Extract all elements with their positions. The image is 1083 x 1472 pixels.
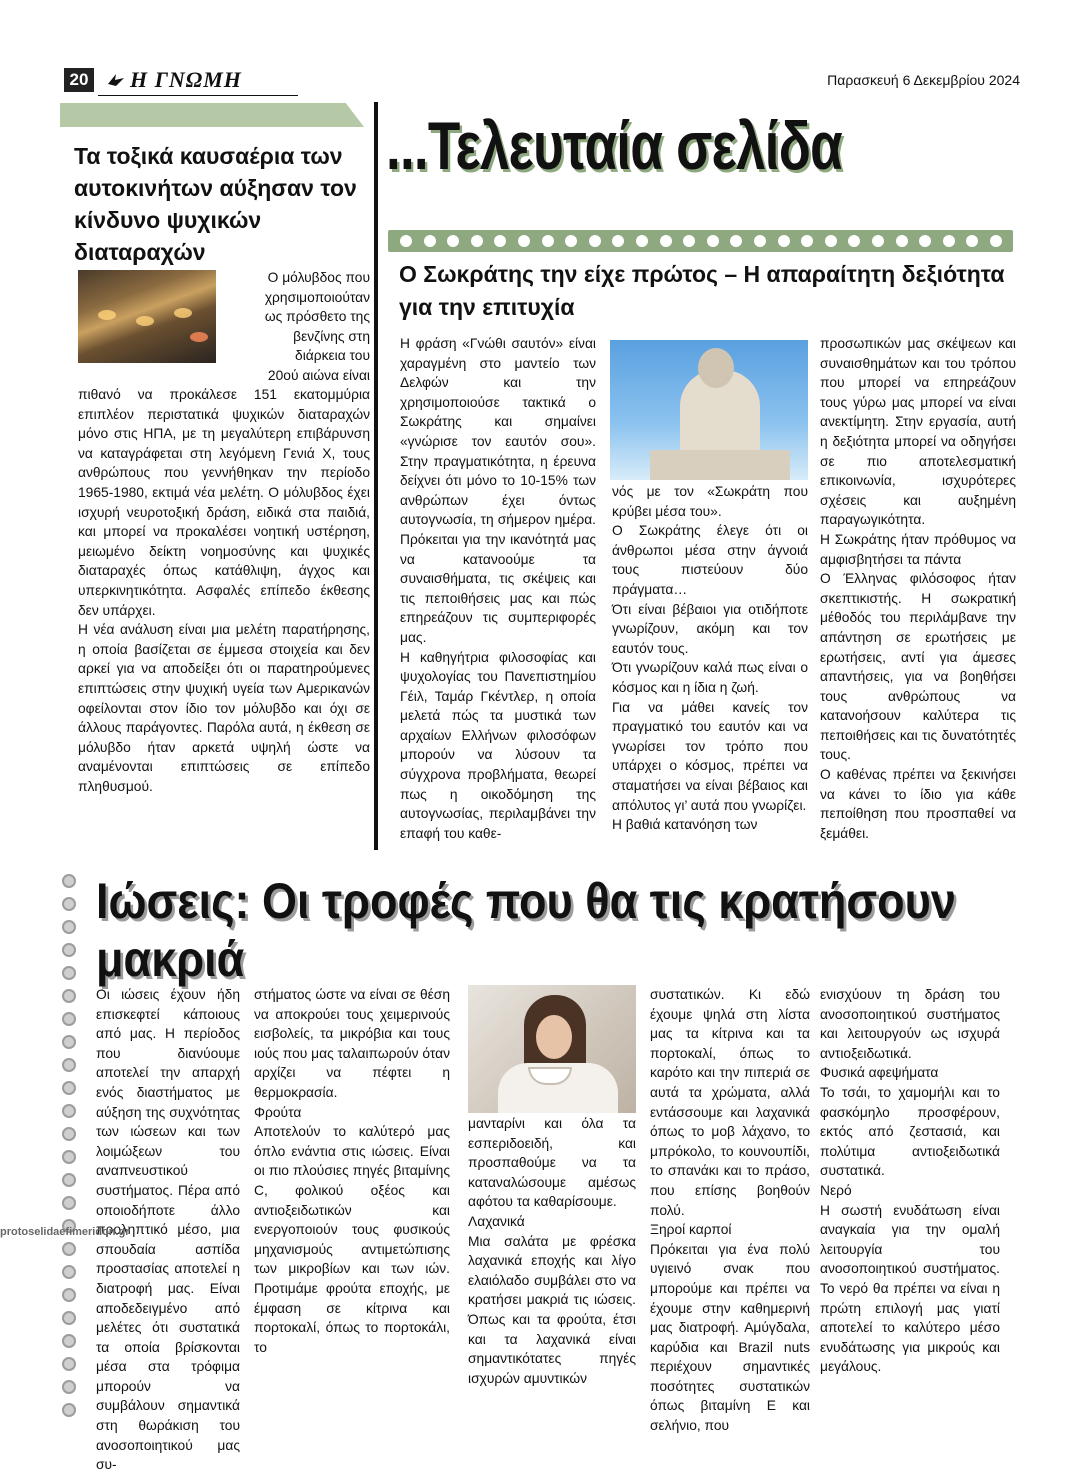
paragraph: Η σωστή ενυδάτωση είναι αναγκαία για την ομαλή λειτουργία του ανοσοποιητικού συστήματος. Το νερό θα πρέπει να είναι η πρώτη επιλογή μας γιατί αποτελεί το καλύτερο μέσο ενυδάτωσης για μικρούς και μεγάλους. — [820, 1202, 1000, 1375]
bar-dot — [660, 235, 672, 247]
bird-logo-icon — [106, 70, 126, 90]
chain-link — [62, 1196, 76, 1210]
bar-dot — [919, 235, 931, 247]
paragraph: Η βαθιά κατανόηση των — [612, 817, 758, 833]
bar-dot — [848, 235, 860, 247]
bar-dot — [447, 235, 459, 247]
bottom-article-col2 — [254, 985, 450, 1357]
bar-dot — [471, 235, 483, 247]
paragraph: Για να μάθει κανείς τον πραγματικό του εαυτόν και να γνωρίσει τον τρόπο που υπάρχει ο κόσμος, πρέπει να σταματήσει να είναι βέβαιος και απόλυτος γι’ αυτά που γνωρίζει. — [612, 699, 808, 813]
chain-link — [62, 897, 76, 911]
chain-link — [62, 1173, 76, 1187]
chain-link — [62, 1380, 76, 1394]
left-article-title: Τα τοξικά καυσαέρια των αυτοκινήτων αύξησαν τον κίνδυνο ψυχικών διαταραχών — [74, 143, 357, 265]
bar-dot — [589, 235, 601, 247]
paragraph: Ότι γνωρίζουν καλά πως είναι ο κόσμος και η ίδια η ζωή. — [612, 660, 808, 695]
page-header — [60, 64, 1020, 98]
paragraph: Η νέα ανάλυση είναι μια μελέτη παρατήρησης, η οποία βασίζεται σε έμμεσα στοιχεία και δεν αρκεί για να αποδείξει ότι οι παρατηρούμενες επιπτώσεις στην ψυχική υγεία των Αμερικανών οφείλονται στον ίδιο τον μόλυβδο και όχι σε άλλους παράγοντες. Παρόλα αυτά, η έκθεση σε μόλυβδο ήταν αρκετά υψηλή ώστε να αναμένονται επιπτώσεις σε επίπεδο πληθυσμού. — [78, 622, 370, 794]
chain-link — [62, 1081, 76, 1095]
side-chain-decoration — [62, 874, 76, 1434]
chain-link — [62, 1127, 76, 1141]
paragraph: Ο Σωκράτης έλεγε ότι οι άνθρωποι μέσα στην άγνοιά τους πιστεύουν δύο πράγματα… — [612, 523, 808, 597]
intro-line: διάρκεια του — [295, 348, 370, 364]
paragraph: στήματος ώστε να είναι σε θέση να αποκρούει τους χειμερινούς εισβολείς, τα μικρόβια και τους ιούς που μας ταλαιπωρούν όταν αρχίζει να πέφτει η θερμοκρασία. — [254, 987, 451, 1100]
bar-dot — [801, 235, 813, 247]
chain-link — [62, 1058, 76, 1072]
intro-line: ως πρόσθετο της — [264, 309, 370, 325]
bar-dot — [518, 235, 530, 247]
paragraph: Ο καθένας πρέπει να ξεκινήσει να κάνει το ίδιο για κάθε πεποίθηση που προσπαθεί να ξεμάθει. — [820, 767, 1016, 841]
bar-dot — [825, 235, 837, 247]
intro-line: χρησιμοποιούταν — [264, 289, 370, 305]
bar-dot — [494, 235, 506, 247]
bar-dot — [636, 235, 648, 247]
bar-dot — [754, 235, 766, 247]
chain-link — [62, 1150, 76, 1164]
chain-link — [62, 1265, 76, 1279]
subheading: Νερό — [820, 1182, 852, 1198]
issue-date: Παρασκευή 6 Δεκεμβρίου 2024 — [827, 72, 1020, 88]
chain-link — [62, 989, 76, 1003]
bottom-article-title: Ιώσεις: Οι τροφές που θα τις κρατήσουν μακριά — [96, 873, 956, 987]
bar-dot — [542, 235, 554, 247]
bar-dot — [990, 235, 1002, 247]
bar-dot — [707, 235, 719, 247]
intro-line: Ο μόλυβδος που — [267, 270, 370, 285]
right-article-col2 — [612, 482, 808, 835]
logo-underline — [98, 95, 298, 96]
chain-link — [62, 920, 76, 934]
chain-link — [62, 943, 76, 957]
paragraph: μανταρίνι και όλα τα εσπεριδοειδή, και προσπαθούμε να τα καταναλώσουμε αμέσως αφότου τα καθαρίσουμε. — [468, 1116, 636, 1210]
chain-link — [62, 1357, 76, 1371]
bar-dot — [872, 235, 884, 247]
section-title: ...Τελευταία σελίδα — [386, 108, 842, 184]
bar-dot — [400, 235, 412, 247]
bar-dot — [612, 235, 624, 247]
paragraph: προσωπικών μας σκέψεων και συναισθημάτων και του τρόπου που μπορεί να επηρεάζουν τους γύρω μας μπορεί να είναι ανεκτίμητη. Στην εργασία, αυτή η δεξιότητα μπορεί να οδηγήσει σε πιο αποτελεσματική επικοινωνία, ισχυρότερες σχέσεις και αυξημένη παραγωγικότητα. — [820, 336, 1016, 528]
chain-link — [62, 874, 76, 888]
bottom-article-col4 — [650, 985, 810, 1436]
subheading: Λαχανικά — [468, 1213, 525, 1229]
page-number: 20 — [64, 68, 94, 92]
chain-link — [62, 1288, 76, 1302]
paragraph: Ότι είναι βέβαιοι για οτιδήποτε γνωρίζουν, ακόμη και τον εαυτόν τους. — [612, 601, 808, 656]
bottom-article-col5 — [820, 985, 1000, 1377]
bar-dot — [778, 235, 790, 247]
bar-dot — [424, 235, 436, 247]
traffic-photo — [78, 270, 216, 363]
bar-dot — [966, 235, 978, 247]
newspaper-logo: Η ΓΝΩΜΗ — [130, 67, 242, 92]
bar-dot — [943, 235, 955, 247]
paragraph: Μια σαλάτα με φρέσκα λαχανικά εποχής και λίγο ελαιόλαδο συμβάλει στο να κρατήσει μακριά τις ιώσεις. Όπως και τα φρούτα, έτσι και τα λαχανικά είναι σημαντικότατες πηγές ισχυρών αμυντικών — [468, 1233, 636, 1386]
intro-line: βενζίνης στη — [293, 328, 370, 344]
watermark: protoselidaefimeridon.gr — [0, 1226, 130, 1238]
subheading: Φυσικά αφεψήματα — [820, 1065, 939, 1081]
paragraph: ενισχύουν τη δράση του ανοσοποιητικού συστήματος και λειτουργούν ως ισχυρά αντιοξειδωτικά. — [820, 987, 1000, 1061]
paragraph: πιθανό να προκάλεσε 151 εκατομμύρια επιπλέον περιστατικά ψυχικών διαταραχών μόνο στις ΗΠΑ, με τη μεγαλύτερη επιβάρυνση να καταγράφεται στη λεγόμενη Γενιά Χ, τους ανθρώπους που γεννήθηκαν την περίοδο 1965-1980, εκτιμά νέα μελέτη. Ο μόλυβδος έχει ισχυρή νευροτοξική δράση, ειδικά στα παιδιά, και μπορεί να προκαλέσει νοητική υστέρηση, μειωμένο δείκτη νοημοσύνης και ψυχικές διαταραχές όπως κατάθλιψη, άγχος και υπερκινητικότητα. Ασφαλές επίπεδο έκθεσης δεν υπάρχει. — [78, 387, 370, 618]
chain-link — [62, 966, 76, 980]
chain-link — [62, 1311, 76, 1325]
bar-dot — [730, 235, 742, 247]
subheading: Φρούτα — [254, 1104, 302, 1120]
bar-dot — [565, 235, 577, 247]
right-article-col3 — [820, 334, 1016, 843]
left-article-intro — [224, 268, 370, 386]
dot-bar — [388, 230, 1013, 252]
bar-dot — [683, 235, 695, 247]
intro-line: 20ού αιώνα είναι — [267, 367, 370, 383]
right-article-col1 — [400, 334, 596, 843]
paragraph: νός με τον «Σωκράτη που κρύβει μέσα του». — [612, 484, 808, 519]
column-divider — [374, 102, 378, 850]
left-green-strip — [60, 103, 364, 127]
paragraph: Ο Έλληνας φιλόσοφος ήταν σκεπτικιστής. Η σωκρατική μέθοδός του περιλάμβανε την απάντηση σε ερωτήσεις με ερωτήσεις, αντί για άμεσες απαντήσεις, για να βοηθήσει τους ανθρώπους να κατανοήσουν καλύτερα τις πεποιθήσεις και τις δυνατότητές τους. — [820, 571, 1016, 763]
woman-bowl-photo — [468, 985, 636, 1113]
paragraph: Οι ιώσεις έχουν ήδη επισκεφτεί κάποιους από μας. Η περίοδος που διανύουμε αποτελεί την απαρχή ενός διαστήματος με αύξηση της συχνότητας των ιώσεων και των λοιμώξεων του αναπνευστικού συστήματος. Πέρα από οποιοδήποτε άλλο προληπτικό μέσο, μια σπουδαία ασπίδα προστασίας αποτελεί η διατροφή μας. Είναι αποδεδειγμένο από μελέτες ότι συστατικά τα οποία βρίσκονται μέσα στα τρόφιμα μπορούν να συμβάλουν σημαντικά στη θωράκιση του ανοσοποιητικού μας συ- — [96, 987, 240, 1472]
paragraph: Το τσάι, το χαμομήλι και το φασκόμηλο προσφέρουν, εκτός από ζεστασιά, και πολύτιμα αντιοξειδωτικά συστατικά. — [820, 1084, 1000, 1179]
chain-link — [62, 1104, 76, 1118]
left-article-body — [78, 385, 370, 796]
bar-dot — [896, 235, 908, 247]
socrates-statue-photo — [610, 340, 808, 480]
paragraph: συστατικών. Κι εδώ έχουμε ψηλά στη λίστα μας τα κίτρινα και τα πορτοκαλί, όπως το καρότο και την πιπεριά σε αυτά τα χρώματα, αλλά εντάσσουμε και λαχανικά όπως το μοβ λάχανο, το μπρόκολο, το κουνουπίδι, το σπανάκι και το πράσο, που επίσης βοηθούν πολύ. — [650, 987, 810, 1218]
chain-link — [62, 1242, 76, 1256]
bottom-article-col3 — [468, 1114, 636, 1388]
right-article-title: Ο Σωκράτης την είχε πρώτος – Η απαραίτητη δεξιότητα για την επιτυχία — [399, 261, 1005, 320]
chain-link — [62, 1035, 76, 1049]
chain-link — [62, 1012, 76, 1026]
chain-link — [62, 1403, 76, 1417]
paragraph: Πρόκειται για ένα πολύ υγιεινό σνακ που μπορούμε και πρέπει να έχουμε στην καθημερινή μας διατροφή. Αμύγδαλα, καρύδια και Brazil nuts περιέχουν σημαντικές ποσότητες συστατικών όπως βιταμίνη Ε και σελήνιο, που — [650, 1241, 810, 1434]
paragraph: Η Σωκράτης ήταν πρόθυμος να αμφισβητήσει τα πάντα — [820, 531, 1016, 567]
subheading: Ξηροί καρποί — [650, 1222, 732, 1238]
chain-link — [62, 1334, 76, 1348]
paragraph: Αποτελούν το καλύτερό μας όπλο ενάντια στις ιώσεις. Είναι οι πιο πλούσιες πηγές βιταμίνης C, φολικού οξέος και αντιοξειδωτικών και ενεργοποιούν τους φυσικούς μηχανισμούς αντιμετώπισης των μικροβίων και των ιών. Προτιμάμε φρούτα εποχής, με έμφαση σε κίτρινα και πορτοκαλί, όπως το πορτοκάλι, το — [254, 1124, 450, 1355]
paragraph: Η καθηγήτρια φιλοσοφίας και ψυχολογίας του Πανεπιστημίου Γέιλ, Ταμάρ Γκέντλερ, η οποία μελετά πώς τα μυστικά των αρχαίων Ελλήνων φιλοσόφων μπορούν να λύσουν τα σύγχρονα προβλήματα, θεωρεί πως η οικοδόμηση της αυτογνωσίας, περιλαμβάνει την επαφή του καθε- — [400, 649, 596, 841]
paragraph: Η φράση «Γνώθι σαυτόν» είναι χαραγμένη στο μαντείο των Δελφών και την χρησιμοποιούσε τακτικά ο Σωκράτης και σημαίνει «γνώρισε τον εαυτόν σου». Στην πραγματικότητα, η έρευνα δείχνει ότι μόνο το 10-15% των ανθρώπων έχει όντως αυτογνωσία, τη σήμερον ημέρα. Πρόκειται για την ικανότητά μας να κατανοούμε τα συναισθήματα, τις σκέψεις και τις πεποιθήσεις μας και πώς επηρεάζουν τις συμπεριφορές μας. — [400, 336, 596, 645]
